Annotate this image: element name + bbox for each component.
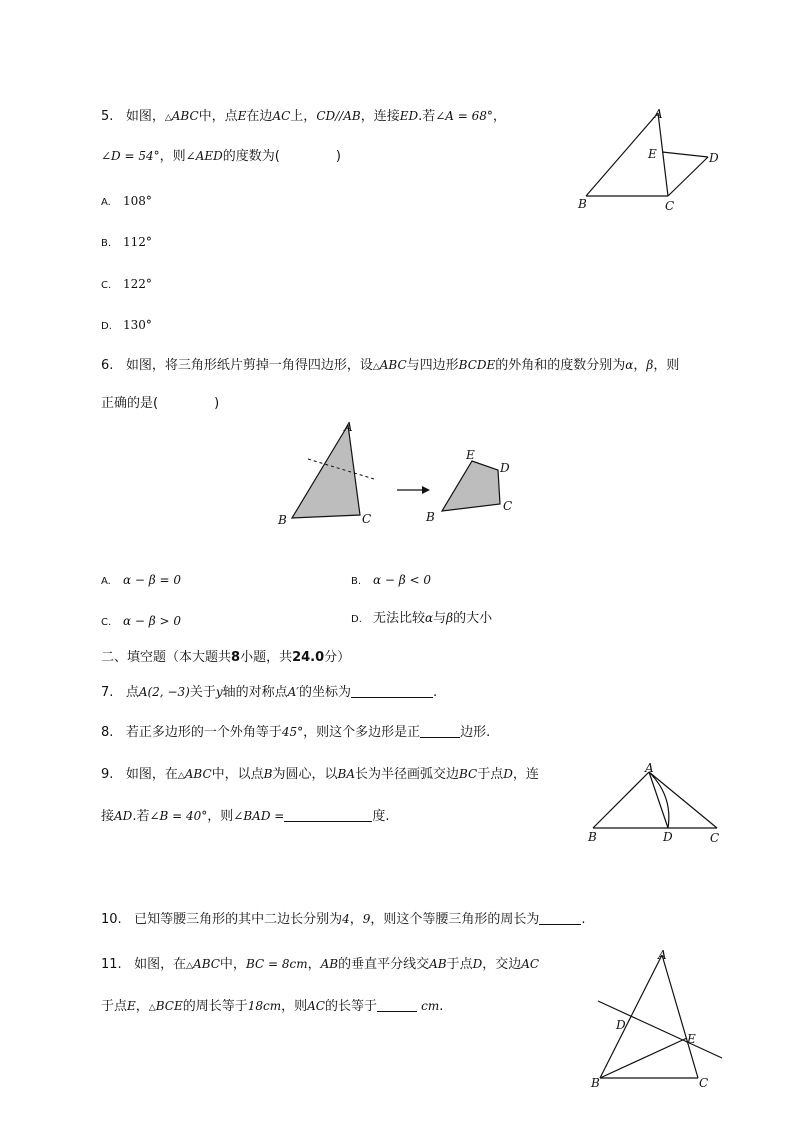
q5-figure <box>570 100 730 215</box>
q6-option-b[interactable]: B. α − β < 0 <box>351 573 432 587</box>
q9-answer-blank[interactable] <box>284 807 372 822</box>
q11-figure <box>590 945 730 1095</box>
q6-figure <box>270 415 530 530</box>
q5-option-c[interactable]: C. 122° <box>101 277 152 291</box>
q9-line2: 接AD.若∠B = 40°，则∠BAD = 度. <box>101 809 390 824</box>
q6-option-a[interactable]: A. α − β = 0 <box>101 573 182 587</box>
q6-label-b: B <box>278 513 287 527</box>
q11-line2: 于点E，△BCE的周长等于18cm，则AC的长等于 cm. <box>101 999 444 1014</box>
q9-figure <box>585 762 725 847</box>
q11-label-e: E <box>687 1032 696 1046</box>
q5-label-b: B <box>578 197 587 211</box>
q6-label-b2: B <box>426 510 435 524</box>
q11-label-b: B <box>591 1076 600 1090</box>
q9-label-a: A <box>645 761 654 775</box>
q6-line2: 正确的是( ) <box>101 396 220 411</box>
q5-line2: ∠D = 54°，则∠AED的度数为( ) <box>101 149 341 164</box>
q6-label-c2: C <box>503 499 513 513</box>
q11-label-a: A <box>658 948 667 962</box>
q10-line: 10. 已知等腰三角形的其中二边长分别为4，9，则这个等腰三角形的周长为 . <box>101 912 586 927</box>
q11-answer-blank[interactable] <box>377 997 417 1012</box>
q5-option-a[interactable]: A. 108° <box>101 194 152 208</box>
q9-line1: 9. 如图，在△ABC中，以点B为圆心，以BA长为半径画弧交边BC于点D，连 <box>101 767 539 782</box>
q6-label-a: A <box>344 420 353 434</box>
q5-option-b[interactable]: B. 112° <box>101 235 152 249</box>
q6-label-d2: D <box>500 461 510 475</box>
section2-heading: 二、填空题（本大题共8小题，共24.0分） <box>101 650 351 665</box>
q10-answer-blank[interactable] <box>539 910 581 925</box>
q7-line: 7. 点A(2, −3)关于y轴的对称点A′的坐标为 . <box>101 685 438 700</box>
q5-label-e: E <box>648 147 657 161</box>
q6-option-d[interactable]: D. 无法比较α与β的大小 <box>351 611 493 626</box>
q5-label-a: A <box>654 107 663 121</box>
q5-label-d: D <box>709 151 719 165</box>
q9-label-b: B <box>588 830 597 844</box>
q11-line1: 11. 如图，在△ABC中，BC = 8cm，AB的垂直平分线交AB于点D，交边AC <box>101 957 540 972</box>
q5-option-d[interactable]: D. 130° <box>101 318 152 332</box>
q11-label-d: D <box>616 1018 626 1032</box>
q5-line1: 5. 如图，△ABC中，点E在边AC上，CD//AB，连接ED.若∠A = 68°， <box>101 109 506 124</box>
q6-line1: 6. 如图，将三角形纸片剪掉一角得四边形，设△ABC与四边形BCDE的外角和的度数分别为α，β，则 <box>101 358 680 373</box>
q6-option-c[interactable]: C. α − β > 0 <box>101 614 182 628</box>
q9-label-d: D <box>663 830 673 844</box>
q9-label-c: C <box>710 831 720 845</box>
q8-answer-blank[interactable] <box>420 723 460 738</box>
q8-line: 8. 若正多边形的一个外角等于45°，则这个多边形是正 边形. <box>101 725 491 740</box>
q6-label-e2: E <box>466 448 475 462</box>
q7-answer-blank[interactable] <box>351 683 433 698</box>
q11-label-c: C <box>699 1076 709 1090</box>
q6-label-c: C <box>362 512 372 526</box>
q5-label-c: C <box>665 199 675 213</box>
